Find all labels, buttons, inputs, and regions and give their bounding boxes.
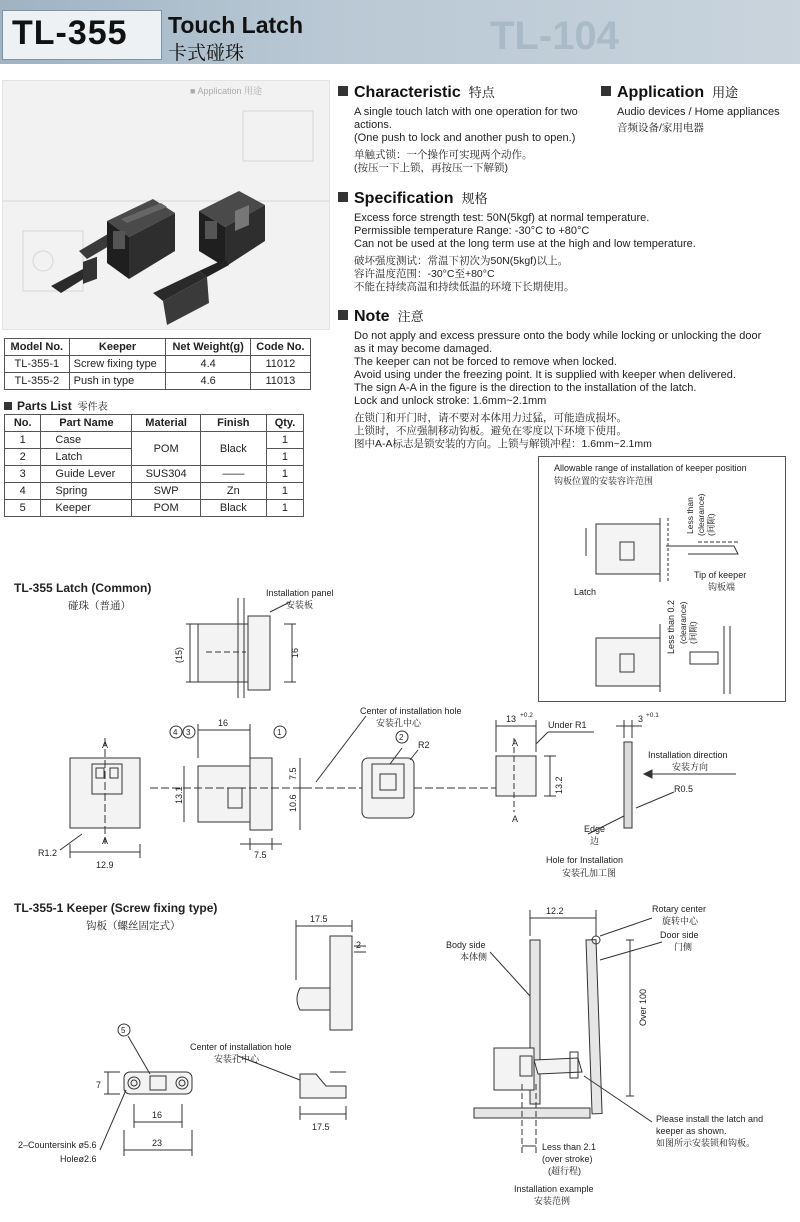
keeper-dim-7: 7	[96, 1080, 102, 1090]
example-overstroke: (over stroke)	[542, 1154, 593, 1164]
parts-table: No. Part Name Material Finish Qty. 1 Case POM Black 1 2 Latch 1 3 Guide Lever SUS304 —— 1 4 Spring SWP Zn 1 5 Keeper POM Black 1	[4, 414, 304, 517]
specification-line-zh: 破坏强度测试：常温下初次为50N(5kgf)以上。	[354, 255, 569, 267]
product-title: Touch Latch	[168, 12, 304, 38]
specification-line-zh: 容许温度范围：-30°C至+80°C	[354, 268, 495, 280]
hole-width-13: 13	[506, 714, 517, 724]
note-line: The sign A-A in the figure is the direction to the installation of the latch.	[354, 382, 697, 394]
table-row: TL-355-1 Screw fixing type 4.4 11012	[5, 356, 311, 373]
note-line-zh: 在锁门和开门时，请不要对本体用力过猛，可能造成损坏。	[354, 412, 627, 424]
parts-list-title: Parts List 零件表	[4, 398, 108, 413]
center-hole-label: Center of installation hole	[360, 706, 462, 716]
dim-75-vertical: 7.5	[288, 767, 298, 780]
hole-height-132: 13.2	[554, 776, 564, 794]
section-a-bottom: A	[102, 836, 109, 846]
table-row: 5 Keeper POM Black 1	[5, 500, 304, 517]
characteristic-line: (One push to lock and another push to open.)	[354, 132, 576, 144]
table-row: 2 Latch 1	[5, 449, 304, 466]
dim-75-horizontal: 7.5	[254, 850, 267, 860]
installation-panel-label: Installation panel	[266, 588, 334, 598]
example-please-zh: 如图所示安装锁和钩板。	[656, 1138, 756, 1148]
hole-title-zh: 安装孔加工图	[562, 868, 617, 878]
dim-r12: R1.2	[38, 848, 58, 858]
allowable-latch-label: Latch	[574, 587, 597, 597]
note-line: Lock and unlock stroke: 1.6mm~2.1mm	[354, 395, 547, 407]
example-dim-122: 12.2	[546, 906, 564, 916]
note-line: Do not apply and excess pressure onto the body while locking or unlocking the door	[354, 330, 762, 342]
allowable-clearance-zh-2: (间隙)	[688, 621, 698, 644]
keeper-dim-175-top: 17.5	[310, 914, 328, 924]
hole-edge-zh: 边	[590, 836, 600, 846]
characteristic-line-zh: 单触式锁：一个操作可实现两个动作。	[354, 149, 533, 161]
example-title-zh: 安装范例	[534, 1196, 571, 1206]
example-overstroke-zh: (超行程)	[548, 1166, 581, 1176]
dim-106: 10.6	[288, 794, 298, 812]
hole-width-3: 3	[638, 714, 644, 724]
note-heading: Note 注意	[338, 306, 793, 326]
callout-2: 2	[399, 733, 404, 742]
note-line: as it may become damaged.	[354, 343, 493, 355]
hole-title: Hole for Installation	[546, 855, 624, 865]
callout-5: 5	[121, 1026, 126, 1035]
allowable-clearance: (clearance)	[696, 493, 706, 536]
allowable-tip-zh: 钩板端	[708, 582, 736, 592]
example-door: Door side	[660, 930, 699, 940]
hole-r05: R0.5	[674, 784, 694, 794]
keeper-title-zh: 钩板（螺丝固定式）	[86, 920, 181, 932]
example-please-2: keeper as shown.	[656, 1126, 727, 1136]
installation-example-drawing	[430, 900, 790, 1210]
specification-section	[338, 188, 793, 294]
characteristic-line-zh: (按压一下上锁，再按压一下解锁)	[354, 162, 508, 174]
allowable-clearance-2: (clearance)	[678, 601, 688, 644]
keeper-hole: Holeø2.6	[60, 1154, 97, 1164]
keeper-title: TL-355-1 Keeper (Screw fixing type)	[14, 901, 218, 915]
example-over-100: Over 100	[638, 988, 648, 1026]
section-bullet-icon	[338, 310, 348, 320]
characteristic-line: actions.	[354, 119, 392, 131]
application-heading: Application 用途	[601, 82, 796, 102]
specification-line: Permissible temperature Range: -30°C to +80°C	[354, 225, 590, 237]
hole-under-r1: Under R1	[548, 720, 587, 730]
note-line: Avoid using under the freezing point. It is supplied with keeper when delivered.	[354, 369, 736, 381]
keeper-countersink: 2–Countersink ø5.6	[18, 1140, 97, 1150]
section-bullet-icon	[338, 192, 348, 202]
example-less-21: Less than 2.1	[542, 1142, 597, 1152]
allowable-title: Allowable range of installation of keeper position	[554, 463, 747, 473]
hole-width-3-tol: +0.1	[646, 712, 659, 719]
model-table-header: Model No.	[5, 339, 70, 356]
keeper-dim-16: 16	[152, 1110, 163, 1120]
allowable-range-drawing	[538, 456, 786, 702]
keeper-dim-2: 2	[356, 940, 362, 950]
section-bullet-icon	[4, 402, 12, 410]
characteristic-section	[338, 82, 588, 175]
product-title-zh: 卡式碰珠	[168, 43, 245, 64]
dim-16-vertical: 16	[290, 647, 300, 658]
example-body: Body side	[446, 940, 486, 950]
specification-line: Excess force strength test: 50N(5kgf) at normal temperature.	[354, 212, 650, 224]
allowable-tip: Tip of keeper	[694, 570, 747, 580]
dim-r2: R2	[418, 740, 430, 750]
hole-direction-zh: 安装方向	[672, 762, 709, 772]
example-title: Installation example	[514, 1184, 594, 1194]
dim-16-horizontal: 16	[218, 718, 229, 728]
note-line-zh: 图中A-A标志是锁安装的方向。上锁与解锁冲程：1.6mm~2.1mm	[354, 438, 652, 450]
allowable-clearance-zh: (间隙)	[706, 513, 716, 536]
allowable-title-zh: 钩板位置的安装容许范围	[554, 476, 654, 486]
product-photo-drawing	[3, 81, 329, 329]
keeper-center-label-zh: 安装孔中心	[214, 1054, 260, 1064]
note-line: The keeper can not be forced to remove when locked.	[354, 356, 617, 368]
allowable-less-than: Less than	[685, 497, 695, 534]
hole-direction: Installation direction	[648, 750, 728, 760]
characteristic-heading: Characteristic 特点	[338, 82, 588, 102]
model-table-header: Net Weight(g)	[166, 339, 250, 356]
section-bullet-icon	[601, 86, 611, 96]
table-row: 4 Spring SWP Zn 1	[5, 483, 304, 500]
model-number: TL-355	[12, 14, 128, 52]
example-please: Please install the latch and	[656, 1114, 764, 1124]
model-table	[4, 338, 311, 390]
latch-common-title: TL-355 Latch (Common)	[14, 581, 152, 595]
dim-15: (15)	[174, 646, 184, 663]
table-row: 1 Case POM Black 1	[5, 432, 304, 449]
model-table-header: Code No.	[250, 339, 310, 356]
allowable-less-than-02: Less than 0.2	[666, 599, 676, 654]
latch-common-drawing	[0, 588, 530, 884]
example-rotary-zh: 旋转中心	[662, 916, 699, 926]
application-text: Audio devices / Home appliances	[617, 106, 780, 118]
note-line-zh: 上锁时，不应强制移动钩板。避免在零度以下环境下使用。	[354, 425, 627, 437]
table-row: 3 Guide Lever SUS304 —— 1	[5, 466, 304, 483]
specification-line: Can not be used at the long term use at the high and low temperature.	[354, 238, 696, 250]
product-photo	[2, 80, 330, 330]
model-table-header: Keeper	[69, 339, 166, 356]
hole-a-bottom: A	[512, 814, 519, 824]
photo-caption: ■ Application 用途	[190, 86, 262, 96]
example-rotary: Rotary center	[652, 904, 707, 914]
hole-a-top: A	[512, 738, 519, 748]
hole-installation-drawing	[486, 708, 786, 884]
callout-3: 3	[186, 728, 191, 737]
characteristic-line: A single touch latch with one operation for two	[354, 106, 578, 118]
keeper-dim-23: 23	[152, 1138, 163, 1148]
keeper-drawing	[0, 910, 430, 1172]
callout-4: 4	[173, 728, 178, 737]
keeper-dim-175-bottom: 17.5	[312, 1122, 330, 1132]
installation-panel-label-zh: 安装板	[286, 600, 314, 610]
table-row: TL-355-2 Push in type 4.6 11013	[5, 373, 311, 390]
application-text-zh: 音频设备/家用电器	[617, 122, 704, 134]
section-bullet-icon	[338, 86, 348, 96]
example-door-zh: 门侧	[674, 942, 693, 952]
hole-width-tol: +0.2	[520, 712, 533, 719]
dim-129: 12.9	[96, 860, 114, 870]
ghost-model-text: TL-104	[490, 14, 619, 58]
section-a-top: A	[102, 740, 109, 750]
note-section	[338, 306, 793, 451]
keeper-center-label: Center of installation hole	[190, 1042, 292, 1052]
callout-1: 1	[277, 728, 282, 737]
application-section	[601, 82, 796, 135]
example-body-zh: 本体侧	[460, 952, 488, 962]
latch-common-title-zh: 碰珠（普通）	[68, 600, 131, 612]
hole-edge: Edge	[584, 824, 606, 834]
dim-131: 13.1	[174, 786, 184, 804]
specification-line-zh: 不能在持续高温和持续低温的环境下长期使用。	[354, 281, 575, 293]
specification-heading: Specification 规格	[338, 188, 793, 208]
center-hole-label-zh: 安装孔中心	[376, 718, 422, 728]
